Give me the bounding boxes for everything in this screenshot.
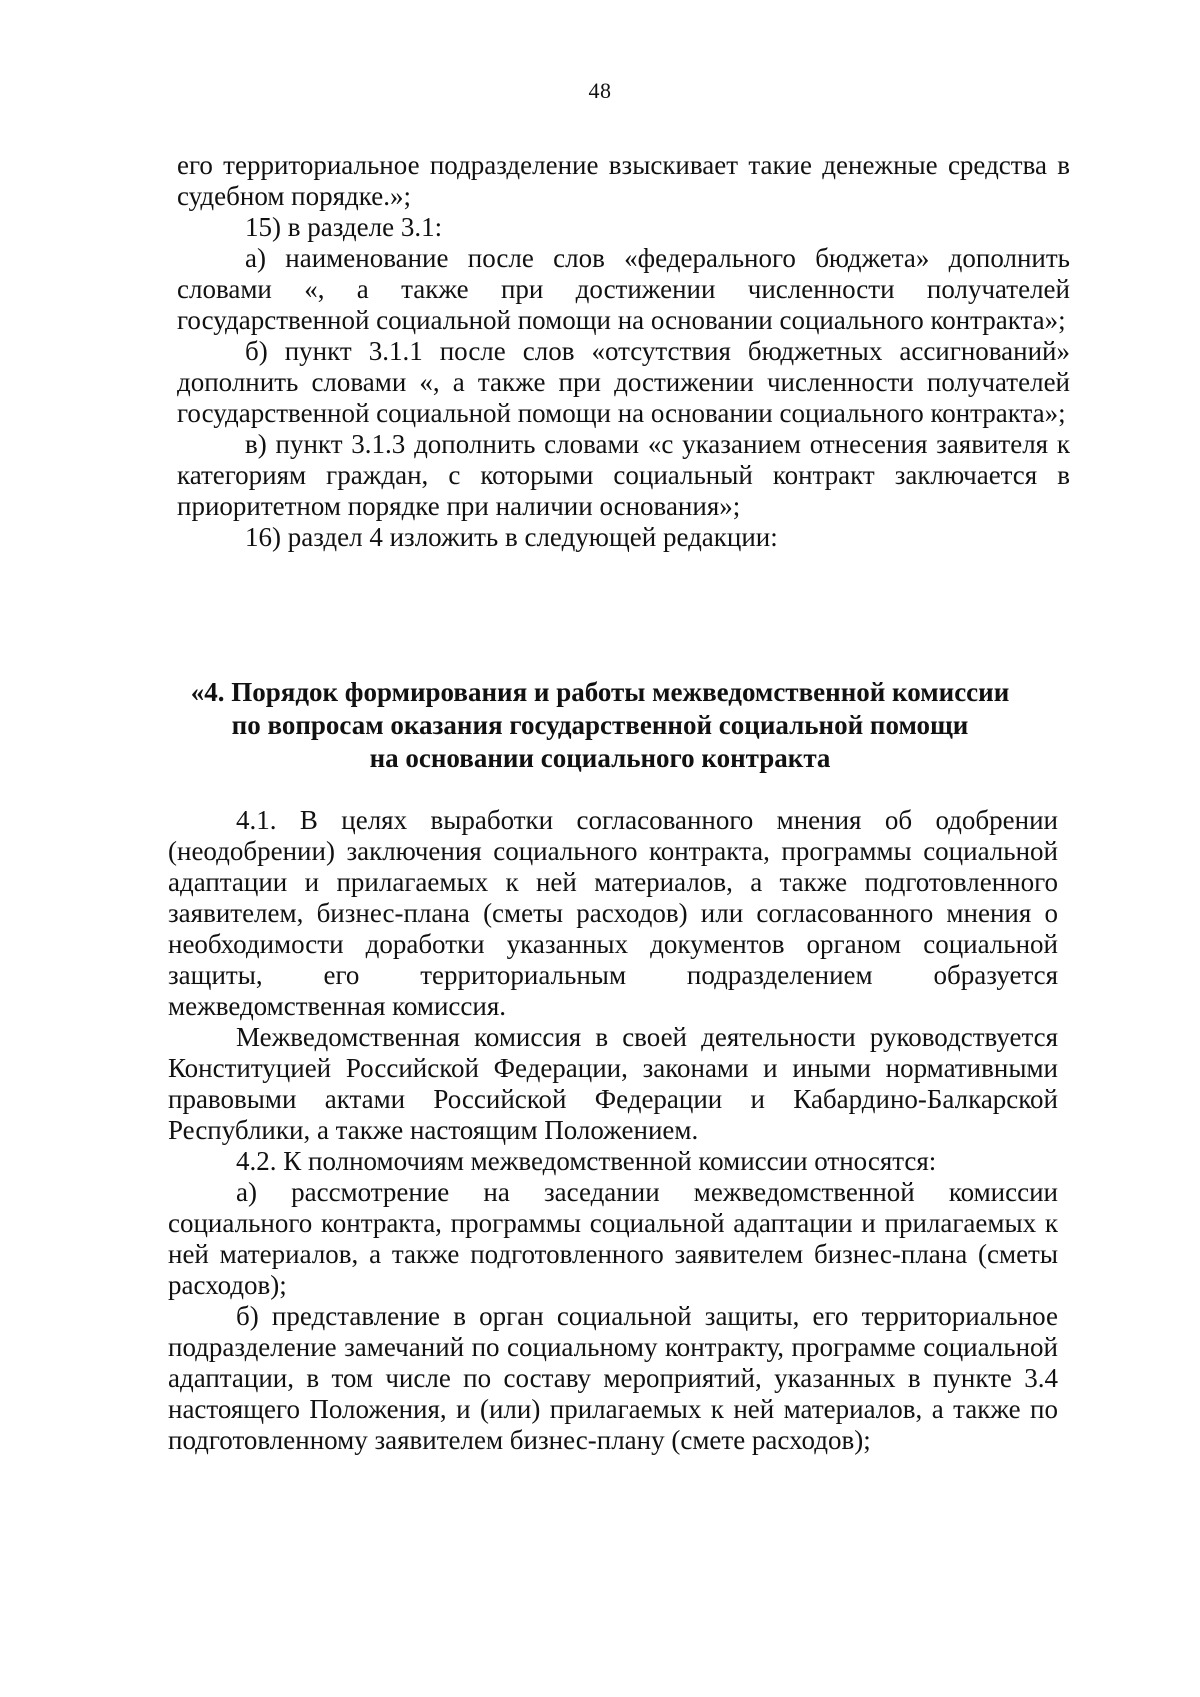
paragraph-item-15a: а) наименование после слов «федерального бюджета» дополнить словами «, а также при достижении численности получателей государственной социальной помощи на основании социального контракта»; [177, 243, 1070, 335]
paragraph-item-16: 16) раздел 4 изложить в следующей редакции: [245, 522, 778, 552]
section-heading-line-1: «4. Порядок формирования и работы межведомственной комиссии [190, 677, 1010, 707]
section-heading-line-2: по вопросам оказания государственной социальной помощи [231, 710, 969, 740]
paragraph-item-15: 15) в разделе 3.1: [245, 212, 443, 242]
section-text-block [168, 805, 1058, 1456]
paragraph-item-15c: в) пункт 3.1.3 дополнить словами «с указанием отнесения заявителя к категориям граждан, с которыми социальный контракт заключается в приоритетном порядке при наличии основания»; [177, 429, 1070, 521]
page-number: 48 [588, 78, 612, 103]
paragraph-commission-guidance: Межведомственная комиссия в своей деятельности руководствуется Конституцией Российской Федерации, законами и иными нормативными правовыми актами Российской Федерации и Кабардино-Балкарской Республики, а также настоящим Положением. [168, 1022, 1058, 1145]
intro-text-block [177, 150, 1070, 553]
paragraph-4-2: 4.2. К полномочиям межведомственной комиссии относятся: [236, 1146, 937, 1176]
paragraph-4-2a: а) рассмотрение на заседании межведомственной комиссии социального контракта, программы социальной адаптации и прилагаемых к ней материалов, а также подготовленного заявителем бизнес-плана (сметы расходов); [168, 1177, 1058, 1300]
paragraph-4-1: 4.1. В целях выработки согласованного мнения об одобрении (неодобрении) заключения социального контракта, программы социальной адаптации и прилагаемых к ней материалов, а также подготовленного заявителем, бизнес-плана (сметы расходов) или согласованного мнения о необходимости доработки указанных документов органом социальной защиты, его территориальным подразделением образуется межведомственная комиссия. [168, 805, 1058, 1021]
paragraph-item-15b: б) пункт 3.1.1 после слов «отсутствия бюджетных ассигнований» дополнить словами «, а также при достижении численности получателей государственной социальной помощи на основании социального контракта»; [177, 336, 1070, 428]
section-heading-line-3: на основании социального контракта [369, 743, 831, 773]
section-heading [150, 676, 1050, 775]
paragraph-4-2b: б) представление в орган социальной защиты, его территориальное подразделение замечаний по социальному контракту, программе социальной адаптации, в том числе по составу мероприятий, указанных в пункте 3.4 настоящего Положения, и (или) прилагаемых к ней материалов, а также по подготовленному заявителем бизнес-плану (смете расходов); [168, 1301, 1058, 1455]
paragraph-continuation: его территориальное подразделение взыскивает такие денежные средства в судебном порядке.»; [177, 150, 1070, 211]
